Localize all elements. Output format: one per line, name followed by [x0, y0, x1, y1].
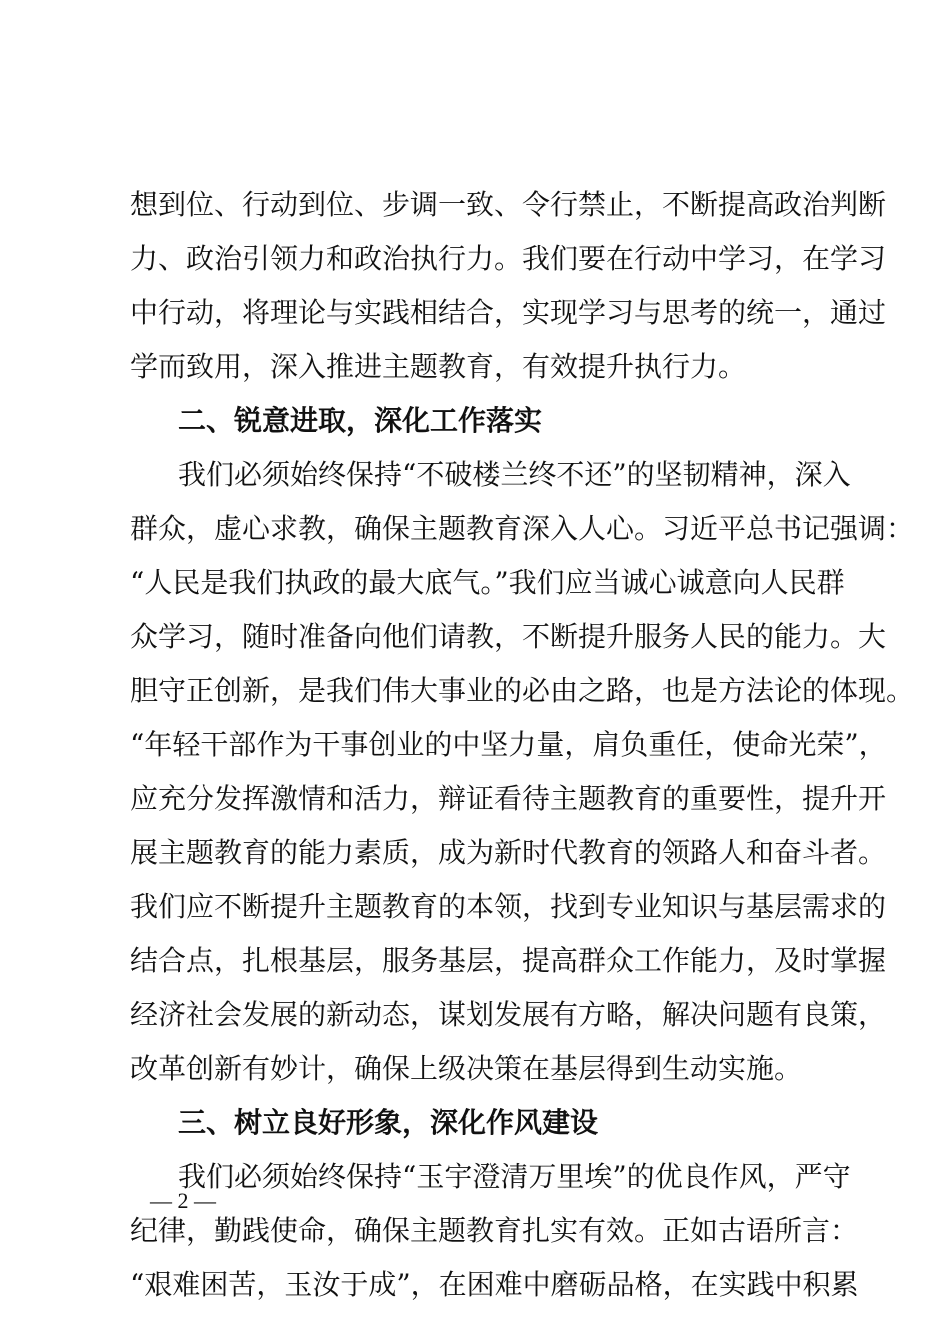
body-line: 我们必须始终保持“不破楼兰终不还”的坚韧精神，深入	[178, 458, 851, 491]
section-heading-2: 二、锐意进取，深化工作落实	[178, 404, 543, 437]
body-line: 众学习，随时准备向他们请教，不断提升服务人民的能力。大	[130, 620, 887, 653]
body-line: 想到位、行动到位、步调一致、令行禁止，不断提高政治判断	[130, 188, 887, 221]
body-line: 改革创新有妙计，确保上级决策在基层得到生动实施。	[130, 1052, 803, 1085]
body-line: 应充分发挥激情和活力，辩证看待主题教育的重要性，提升开	[130, 782, 887, 815]
document-body	[130, 178, 915, 1312]
body-line: 纪律，勤践使命，确保主题教育扎实有效。正如古语所言：	[130, 1214, 859, 1247]
section-heading-3: 三、树立良好形象，深化作风建设	[178, 1106, 599, 1139]
body-line: 我们应不断提升主题教育的本领，找到专业知识与基层需求的	[130, 890, 887, 923]
body-line: 学而致用，深入推进主题教育，有效提升执行力。	[130, 350, 747, 383]
body-line: 结合点，扎根基层，服务基层，提高群众工作能力，及时掌握	[130, 944, 887, 977]
body-line: 展主题教育的能力素质，成为新时代教育的领路人和奋斗者。	[130, 836, 887, 869]
body-line: “人民是我们执政的最大底气。”我们应当诚心诚意向人民群	[130, 566, 845, 599]
page-number: — 2 —	[150, 1188, 216, 1213]
body-line: “艰难困苦，玉汝于成”，在困难中磨砺品格，在实践中积累	[130, 1268, 859, 1301]
body-line: 胆守正创新，是我们伟大事业的必由之路，也是方法论的体现。	[130, 674, 915, 707]
body-line: “年轻干部作为干事创业的中坚力量，肩负重任，使命光荣”，	[130, 728, 887, 761]
body-line: 我们必须始终保持“玉宇澄清万里埃”的优良作风，严守	[178, 1160, 851, 1193]
body-line: 力、政治引领力和政治执行力。我们要在行动中学习，在学习	[130, 242, 887, 275]
body-line: 经济社会发展的新动态，谋划发展有方略，解决问题有良策，	[130, 998, 887, 1031]
body-line: 中行动，将理论与实践相结合，实现学习与思考的统一，通过	[130, 296, 887, 329]
body-line: 群众，虚心求教，确保主题教育深入人心。习近平总书记强调：	[130, 512, 915, 545]
